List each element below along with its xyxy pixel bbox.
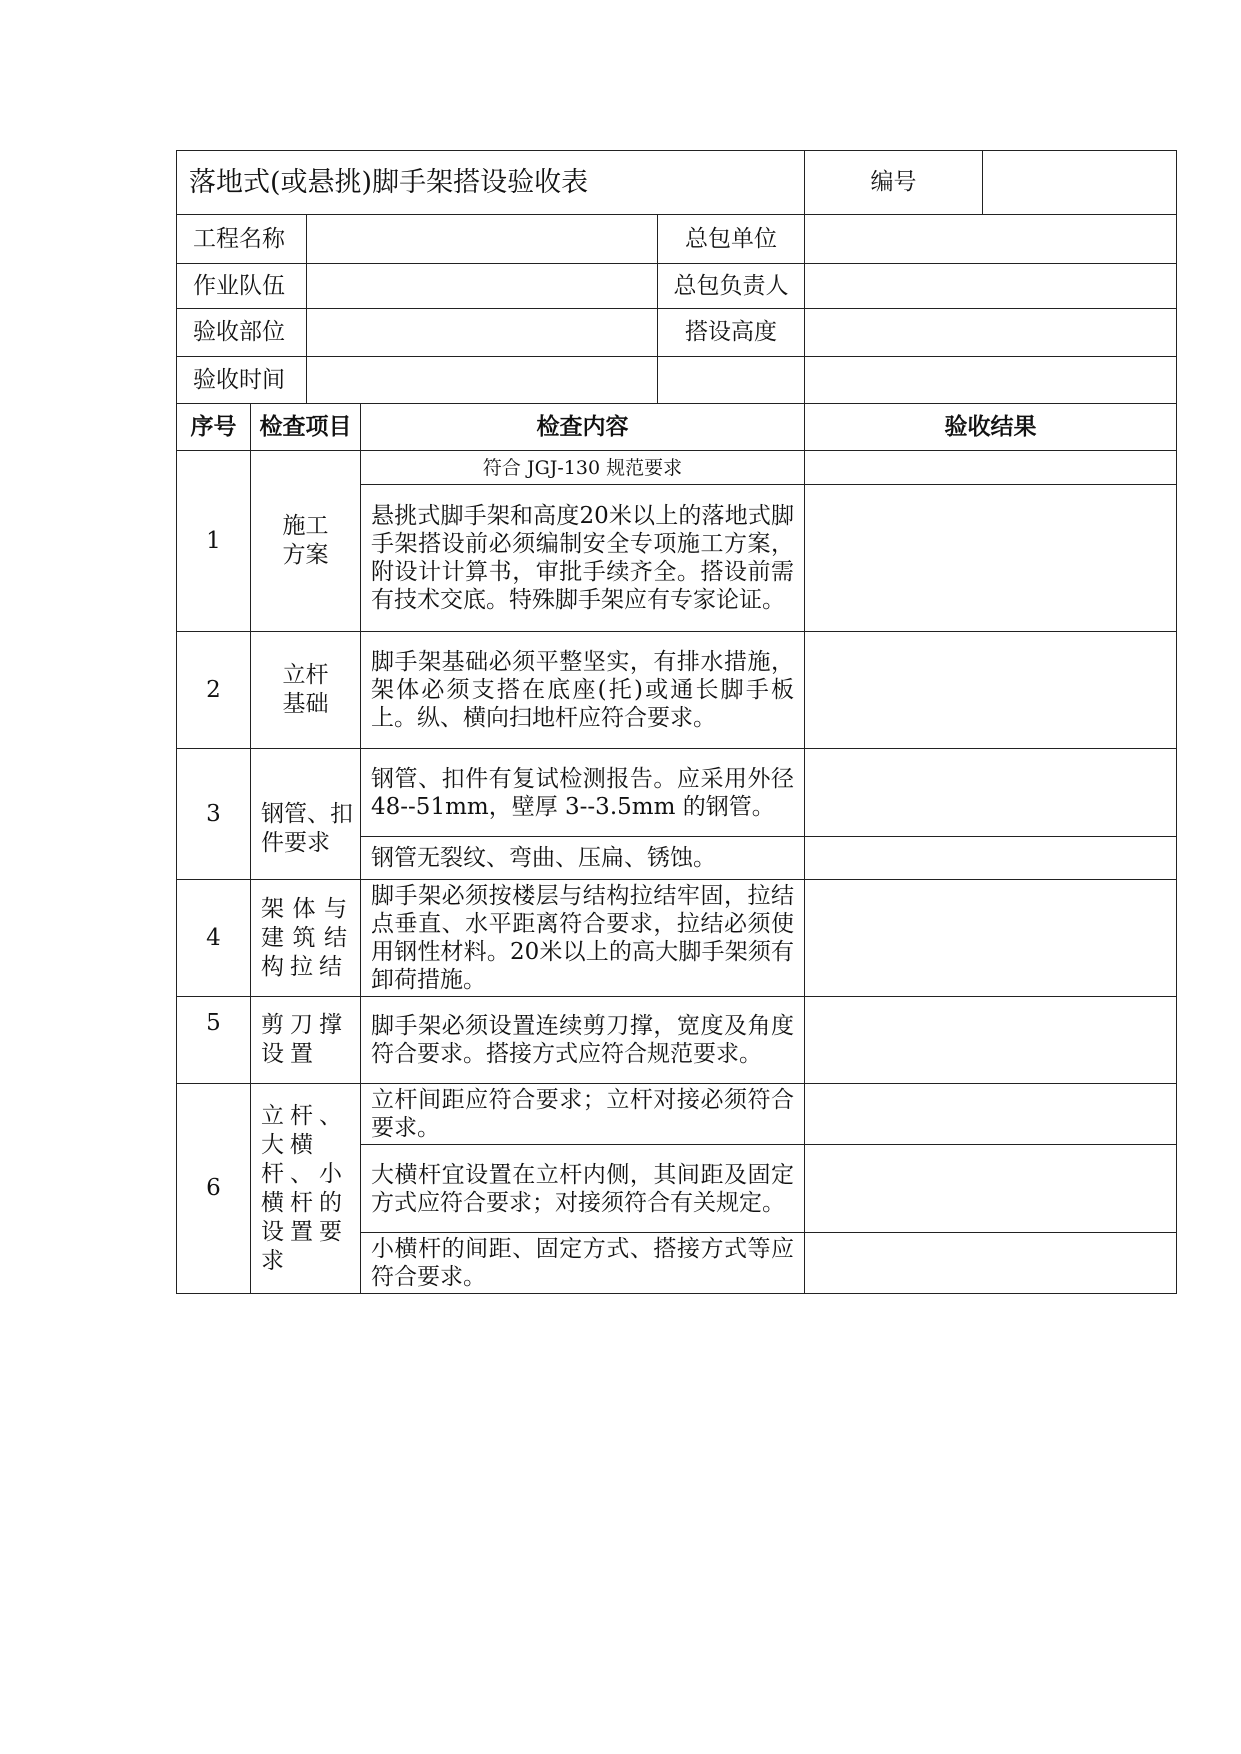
item-header: 检查项目 <box>251 404 361 451</box>
result-header: 验收结果 <box>805 404 1177 451</box>
result-field[interactable] <box>805 749 1177 837</box>
item-name-text: 剪刀撑设置 <box>261 1012 348 1067</box>
item-name-cell <box>251 632 361 749</box>
item-name-text: 施工方案 <box>282 513 329 568</box>
seq-cell: 4 <box>177 880 251 997</box>
seq-cell: 1 <box>177 451 251 632</box>
check-content: 脚手架必须设置连续剪刀撑，宽度及角度符合要求。搭接方式应符合规范要求。 <box>361 997 805 1084</box>
table-row <box>177 880 1177 997</box>
result-field[interactable] <box>805 1084 1177 1145</box>
item-name-cell <box>251 1084 361 1294</box>
info-row <box>177 215 1177 264</box>
result-field[interactable] <box>805 632 1177 749</box>
check-content: 钢管、扣件有复试检测报告。应采用外径 48--51mm，壁厚 3--3.5mm 的钢管。 <box>361 749 805 837</box>
contractor-manager-field[interactable] <box>805 264 1177 309</box>
result-field[interactable] <box>805 1145 1177 1233</box>
table-row <box>177 749 1177 837</box>
result-field[interactable] <box>805 837 1177 880</box>
number-label: 编号 <box>805 151 983 215</box>
check-content: 符合 JGJ-130 规范要求 <box>361 451 805 485</box>
form-title: 落地式(或悬挑)脚手架搭设验收表 <box>177 151 805 215</box>
item-name-cell <box>251 997 361 1084</box>
item-name-text: 立杆、大横杆、小横杆的设置要求 <box>261 1102 348 1274</box>
inspection-time-field[interactable] <box>307 357 658 404</box>
content-header: 检查内容 <box>361 404 805 451</box>
work-team-label: 作业队伍 <box>177 264 307 309</box>
number-field[interactable] <box>983 151 1177 215</box>
check-content: 小横杆的间距、固定方式、搭接方式等应符合要求。 <box>361 1233 805 1294</box>
table-row <box>177 1084 1177 1145</box>
check-content: 悬挑式脚手架和高度20米以上的落地式脚手架搭设前必须编制安全专项施工方案，附设计计算书，审批手续齐全。搭设前需有技术交底。特殊脚手架应有专家论证。 <box>361 485 805 632</box>
seq-header: 序号 <box>177 404 251 451</box>
item-name-text: 架体与建筑结构拉结 <box>261 895 353 980</box>
work-team-field[interactable] <box>307 264 658 309</box>
table-row <box>177 997 1177 1084</box>
acceptance-form-table <box>176 150 1177 1294</box>
table-row <box>177 632 1177 749</box>
seq-cell: 3 <box>177 749 251 880</box>
check-content: 大横杆宜设置在立杆内侧，其间距及固定方式应符合要求；对接须符合有关规定。 <box>361 1145 805 1233</box>
item-name-cell <box>251 451 361 632</box>
inspection-time-label: 验收时间 <box>177 357 307 404</box>
check-content: 脚手架必须按楼层与结构拉结牢固，拉结点垂直、水平距离符合要求，拉结必须使用钢性材料。20米以上的高大脚手架须有卸荷措施。 <box>361 880 805 997</box>
item-name-cell <box>251 880 361 997</box>
table-header-row <box>177 404 1177 451</box>
check-content: 脚手架基础必须平整坚实，有排水措施，架体必须支搭在底座(托)或通长脚手板上。纵、横向扫地杆应符合要求。 <box>361 632 805 749</box>
inspection-location-label: 验收部位 <box>177 309 307 357</box>
item-name-text: 立杆基础 <box>282 662 329 717</box>
empty-label-cell <box>658 357 805 404</box>
erection-height-label: 搭设高度 <box>658 309 805 357</box>
check-content: 钢管无裂纹、弯曲、压扁、锈蚀。 <box>361 837 805 880</box>
title-row <box>177 151 1177 215</box>
general-contractor-label: 总包单位 <box>658 215 805 264</box>
seq-cell: 2 <box>177 632 251 749</box>
info-row <box>177 264 1177 309</box>
check-content: 立杆间距应符合要求；立杆对接必须符合要求。 <box>361 1084 805 1145</box>
seq-cell: 5 <box>177 997 251 1084</box>
inspection-location-field[interactable] <box>307 309 658 357</box>
result-field[interactable] <box>805 880 1177 997</box>
contractor-manager-label: 总包负责人 <box>658 264 805 309</box>
project-name-label: 工程名称 <box>177 215 307 264</box>
erection-height-field[interactable] <box>805 309 1177 357</box>
empty-field-cell[interactable] <box>805 357 1177 404</box>
table-row <box>177 451 1177 485</box>
info-row <box>177 309 1177 357</box>
general-contractor-field[interactable] <box>805 215 1177 264</box>
item-name-text: 钢管、扣件要求 <box>261 801 353 856</box>
result-field[interactable] <box>805 485 1177 632</box>
info-row <box>177 357 1177 404</box>
item-name-cell <box>251 749 361 880</box>
result-field[interactable] <box>805 997 1177 1084</box>
project-name-field[interactable] <box>307 215 658 264</box>
result-field[interactable] <box>805 1233 1177 1294</box>
result-field[interactable] <box>805 451 1177 485</box>
seq-cell: 6 <box>177 1084 251 1294</box>
